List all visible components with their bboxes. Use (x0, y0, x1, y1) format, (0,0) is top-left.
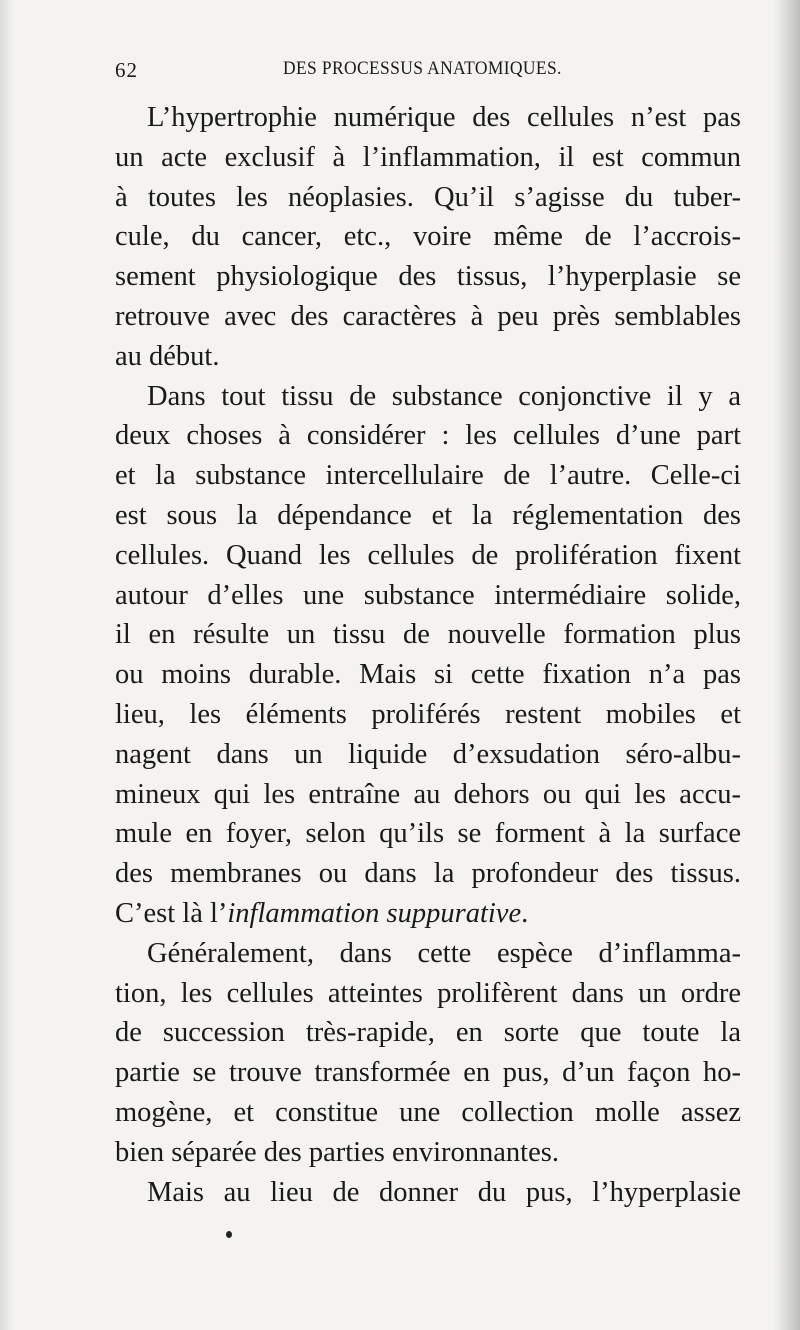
text-line: bien séparée des parties environnantes. (115, 1136, 559, 1168)
text-line: au début. (115, 340, 220, 372)
page-number: 62 (115, 58, 138, 82)
text-line: à toutes les néoplasies. Qu’il s’agisse du tuber- (115, 181, 741, 213)
text-line: tion, les cellules atteintes prolifèrent dans un ordre (115, 977, 741, 1009)
text-line: Généralement, dans cette espèce d’inflamma- (147, 937, 741, 969)
text-line: deux choses à considérer : les cellules d’une part (115, 420, 741, 452)
text-line: des membranes ou dans la profondeur des tissus. (115, 858, 741, 890)
page-edge-shadow (774, 0, 800, 1330)
text-line-closing (115, 894, 741, 934)
text-line: lieu, les éléments proliférés restent mobiles et (115, 698, 741, 730)
text-line: ou moins durable. Mais si cette fixation n’a pas (115, 659, 741, 691)
text-line: nagent dans un liquide d’exsudation séro-albu- (115, 738, 741, 770)
text-line: il en résulte un tissu de nouvelle formation plus (115, 619, 741, 651)
text-line: sement physiologique des tissus, l’hyperplasie se (115, 261, 741, 293)
text-line: retrouve avec des caractères à peu près semblables (115, 300, 741, 332)
emphasized-term: inflammation suppurative (227, 897, 522, 929)
text-line: de succession très-rapide, en sorte que toute la (115, 1017, 741, 1049)
text-line: mineux qui les entraîne au dehors ou qui les accu- (115, 778, 741, 810)
text-line: cellules. Quand les cellules de prolifération fixent (115, 539, 741, 571)
body-text (115, 98, 741, 1212)
text-line: Mais au lieu de donner du pus, l’hyperplasie (147, 1176, 741, 1208)
ink-dot (226, 1231, 232, 1238)
text-line: mogène, et constitue une collection molle assez (115, 1096, 741, 1128)
text-line: un acte exclusif à l’inflammation, il est commun (115, 141, 741, 173)
text-line: et la substance intercellulaire de l’autre. Celle-ci (115, 460, 741, 492)
running-head-title: DES PROCESSUS ANATOMIQUES. (283, 58, 562, 79)
text-line: partie se trouve transformée en pus, d’un façon ho- (115, 1057, 741, 1089)
text-line: mule en foyer, selon qu’ils se forment à la surface (115, 818, 741, 850)
running-head (115, 58, 745, 88)
gutter-shadow (0, 0, 14, 1330)
closing-prefix: C’est là l’ (115, 897, 228, 929)
text-line: autour d’elles une substance intermédiaire solide, (115, 579, 741, 611)
closing-suffix: . (521, 897, 529, 929)
text-line: est sous la dépendance et la réglementation des (115, 499, 741, 531)
text-line: cule, du cancer, etc., voire même de l’accrois- (115, 221, 741, 253)
text-line: Dans tout tissu de substance conjonctive il y a (147, 380, 741, 412)
text-line: L’hypertrophie numérique des cellules n’est pas (147, 102, 741, 133)
